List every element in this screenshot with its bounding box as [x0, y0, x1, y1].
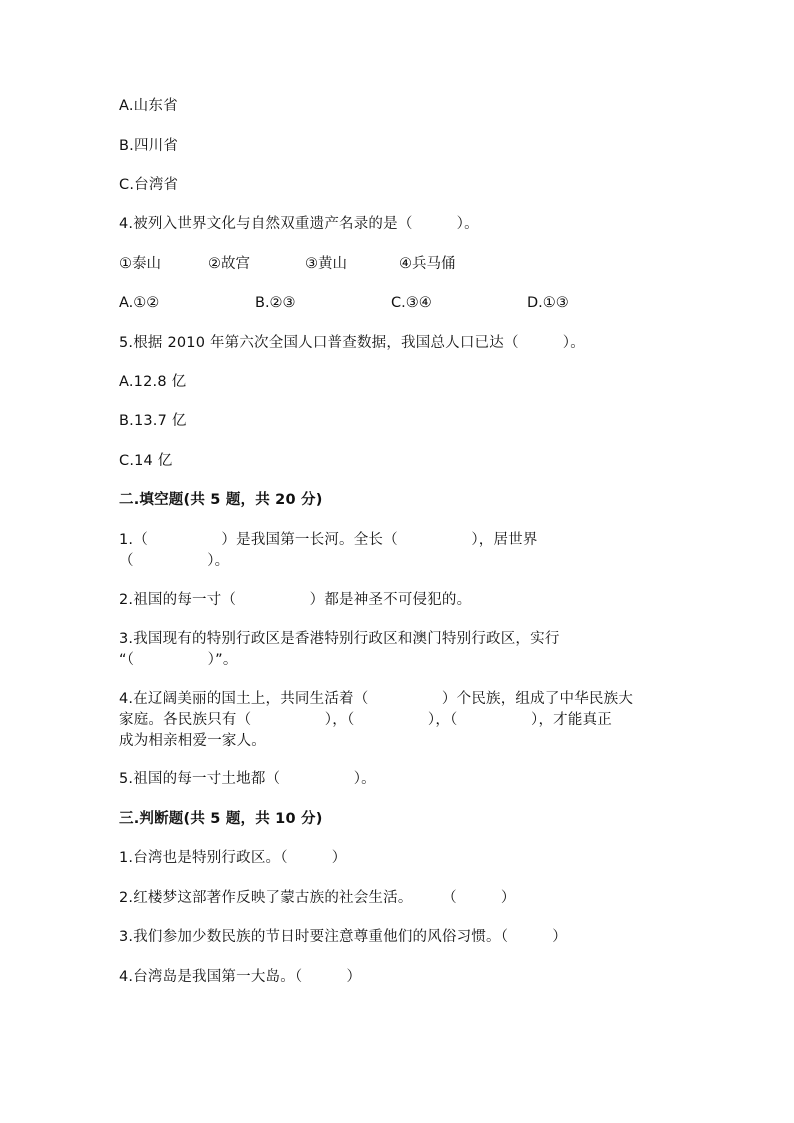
- section3-heading: 三.判断题(共 5 题，共 10 分): [119, 811, 323, 827]
- q3-option-b: B.四川省: [119, 138, 179, 154]
- q4-item-4: ④兵马俑: [399, 256, 456, 272]
- s2-q1-line1: 1.（ ）是我国第一长河。全长（ ），居世界: [119, 532, 538, 548]
- q5-option-c: C.14 亿: [119, 453, 173, 469]
- s2-q4-line3: 成为相亲相爱一家人。: [119, 733, 266, 749]
- q4-item-2: ②故宫: [208, 256, 250, 272]
- q5-stem: 5.根据 2010 年第六次全国人口普查数据，我国总人口已达（ ）。: [119, 335, 585, 351]
- s2-q2: 2.祖国的每一寸（ ）都是神圣不可侵犯的。: [119, 592, 472, 608]
- q4-option-c: C.③④: [391, 295, 432, 311]
- s2-q1-line2: （ ）。: [119, 553, 230, 569]
- s2-q3-line2: “（ ）”。: [119, 652, 238, 668]
- s3-q2: 2.红楼梦这部著作反映了蒙古族的社会生活。 （ ）: [119, 890, 516, 906]
- q3-option-c: C.台湾省: [119, 177, 179, 193]
- s2-q5: 5.祖国的每一寸土地都（ ）。: [119, 771, 376, 787]
- s3-q3: 3.我们参加少数民族的节日时要注意尊重他们的风俗习惯。（ ）: [119, 929, 567, 945]
- s2-q4-line2: 家庭。各民族只有（ ），（ ），（ ），才能真正: [119, 712, 612, 728]
- q4-stem: 4.被列入世界文化与自然双重遗产名录的是（ ）。: [119, 216, 479, 232]
- s3-q4: 4.台湾岛是我国第一大岛。（ ）: [119, 969, 362, 985]
- q5-option-b: B.13.7 亿: [119, 413, 187, 429]
- q3-option-a: A.山东省: [119, 98, 178, 114]
- s2-q3-line1: 3.我国现有的特别行政区是香港特别行政区和澳门特别行政区，实行: [119, 631, 560, 647]
- q4-option-a: A.①②: [119, 295, 160, 311]
- q4-item-3: ③黄山: [305, 256, 347, 272]
- section2-heading: 二.填空题(共 5 题，共 20 分): [119, 492, 323, 508]
- s3-q1: 1.台湾也是特别行政区。（ ）: [119, 850, 347, 866]
- q5-option-a: A.12.8 亿: [119, 374, 187, 390]
- q4-item-1: ①泰山: [119, 256, 161, 272]
- s2-q4-line1: 4.在辽阔美丽的国土上，共同生活着（ ）个民族，组成了中华民族大: [119, 691, 634, 707]
- q4-option-b: B.②③: [255, 295, 296, 311]
- q4-option-d: D.①③: [527, 295, 569, 311]
